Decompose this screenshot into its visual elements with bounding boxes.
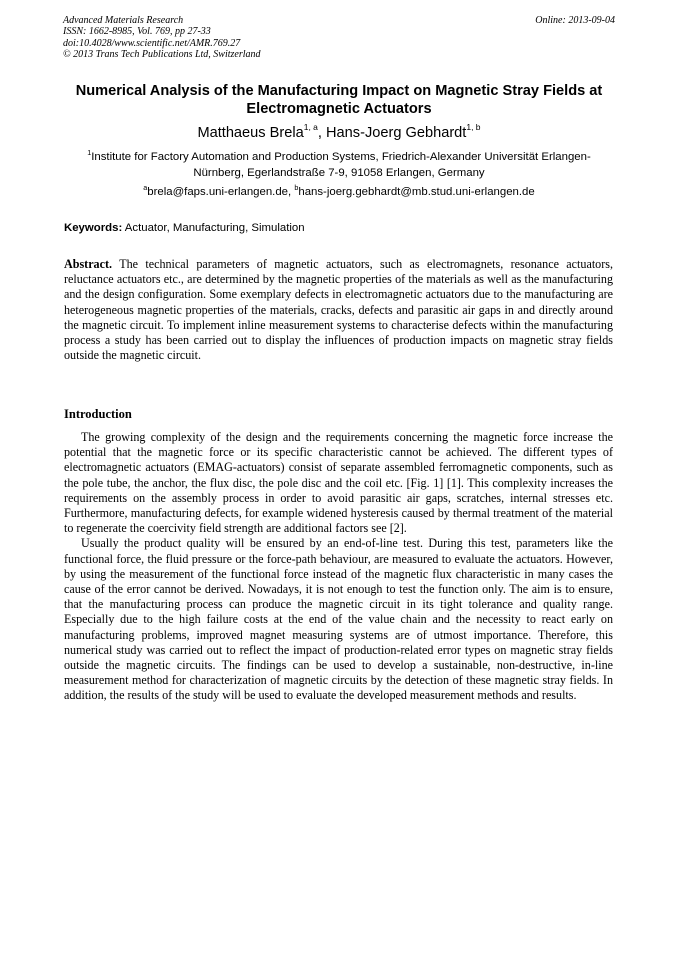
email-separator: , <box>288 186 295 198</box>
abstract <box>64 257 613 363</box>
email-superscript: b <box>294 183 299 192</box>
email-list <box>64 185 614 200</box>
author-superscript: 1, a <box>303 122 318 132</box>
keywords-label: Keywords: <box>64 222 123 234</box>
online-date: Online: 2013-09-04 <box>535 15 615 26</box>
copyright-line: © 2013 Trans Tech Publications Ltd, Switzerland <box>63 48 261 60</box>
section-heading-introduction: Introduction <box>64 407 132 421</box>
keywords <box>64 221 305 236</box>
affiliation <box>64 150 614 181</box>
abstract-text: The technical parameters of magnetic actuators, such as electromagnets, resonance actuators, reluctance actuators etc., are determined by the magnetic properties of the materials as well as the manufacturing and the design configuration. Some exemplary defects in electromagnetic actuators due to the manufacturing are heterogeneous magnetic properties of the materials, cracks, defects and parasitic air gaps in and directly around the magnetic circuit. To implement inline measurement systems to characterise defects within the manufacturing process a study has been carried out to display the influences of production impacts on magnetic stray fields outside the magnetic circuit. <box>64 257 613 363</box>
author-name: Matthaeus Brela <box>197 125 304 141</box>
introduction-body <box>64 430 613 704</box>
abstract-label: Abstract. <box>64 257 113 271</box>
author-list <box>64 124 614 142</box>
journal-header <box>63 15 261 60</box>
affiliation-superscript: 1 <box>87 148 92 157</box>
email-address[interactable]: hans-joerg.gebhardt@mb.stud.uni-erlangen.de <box>298 186 535 198</box>
email-address[interactable]: brela@faps.uni-erlangen.de <box>147 186 289 198</box>
email-superscript: a <box>143 183 148 192</box>
keywords-text: Actuator, Manufacturing, Simulation <box>124 222 305 234</box>
author-separator: , <box>317 125 327 141</box>
paragraph: The growing complexity of the design and the requirements concerning the magnetic force increase the potential that the magnetic force or its specific characteristic cannot be achieved. The different types of electromagnetic actuators (EMAG-actuators) consist of separate assembled ferromagnetic components, such as the pole tube, the anchor, the flux disc, the pole disc and the coil etc. [Fig. 1] [1]. This complexity increases the requirements on the assembly process in order to avoid parasitic air gaps, scratches, internal stresses etc. Furthermore, manufacturing defects, for example widened hysteresis caused by thermal treatment of the material to regenerate the coercivity field strength are additional factors see [2]. <box>64 430 613 536</box>
issn-line: ISSN: 1662-8985, Vol. 769, pp 27-33 <box>63 26 211 38</box>
doi-line[interactable]: doi:10.4028/www.scientific.net/AMR.769.27 <box>63 37 241 49</box>
affiliation-text: Institute for Factory Automation and Production Systems, Friedrich-Alexander Universität Erlangen-Nürnberg, Egerlandstraße 7-9, 91058 Erlangen, Germany <box>91 151 591 179</box>
author-superscript: 1, b <box>466 122 481 132</box>
paragraph: Usually the product quality will be ensured by an end-of-line test. During this test, parameters like the functional force, the fluid pressure or the force-path behaviour, are measured to evaluate the actuators. However, by using the measurement of the functional force instead of the magnetic flux characteristic in many cases the cause of the error cannot be derived. Nowadays, it is not enough to test the function only. The aim is to ensure, that the manufacturing process can produce the magnetic circuit in its tight tolerance and quality range. Especially due to the high failure costs at the end of the value chain and the necessity to react early on manufacturing problems, improved magnet measuring systems are of utmost importance. Therefore, this numerical study was carried out to reflect the impact of production-related error types on magnetic stray fields outside the magnetic circuits. The findings can be used to develop a sustainable, non-destructive, in-line measurement method for characterization of magnetic circuits by the detection of these magnetic stray fields. In addition, the results of the study will be used to evaluate the developed measurement methods and results. <box>64 536 613 703</box>
paper-title: Numerical Analysis of the Manufacturing Impact on Magnetic Stray Fields at Electromagnetic Actuators <box>75 83 603 117</box>
journal-name: Advanced Materials Research <box>63 15 184 26</box>
author-name: Hans-Joerg Gebhardt <box>326 125 467 141</box>
